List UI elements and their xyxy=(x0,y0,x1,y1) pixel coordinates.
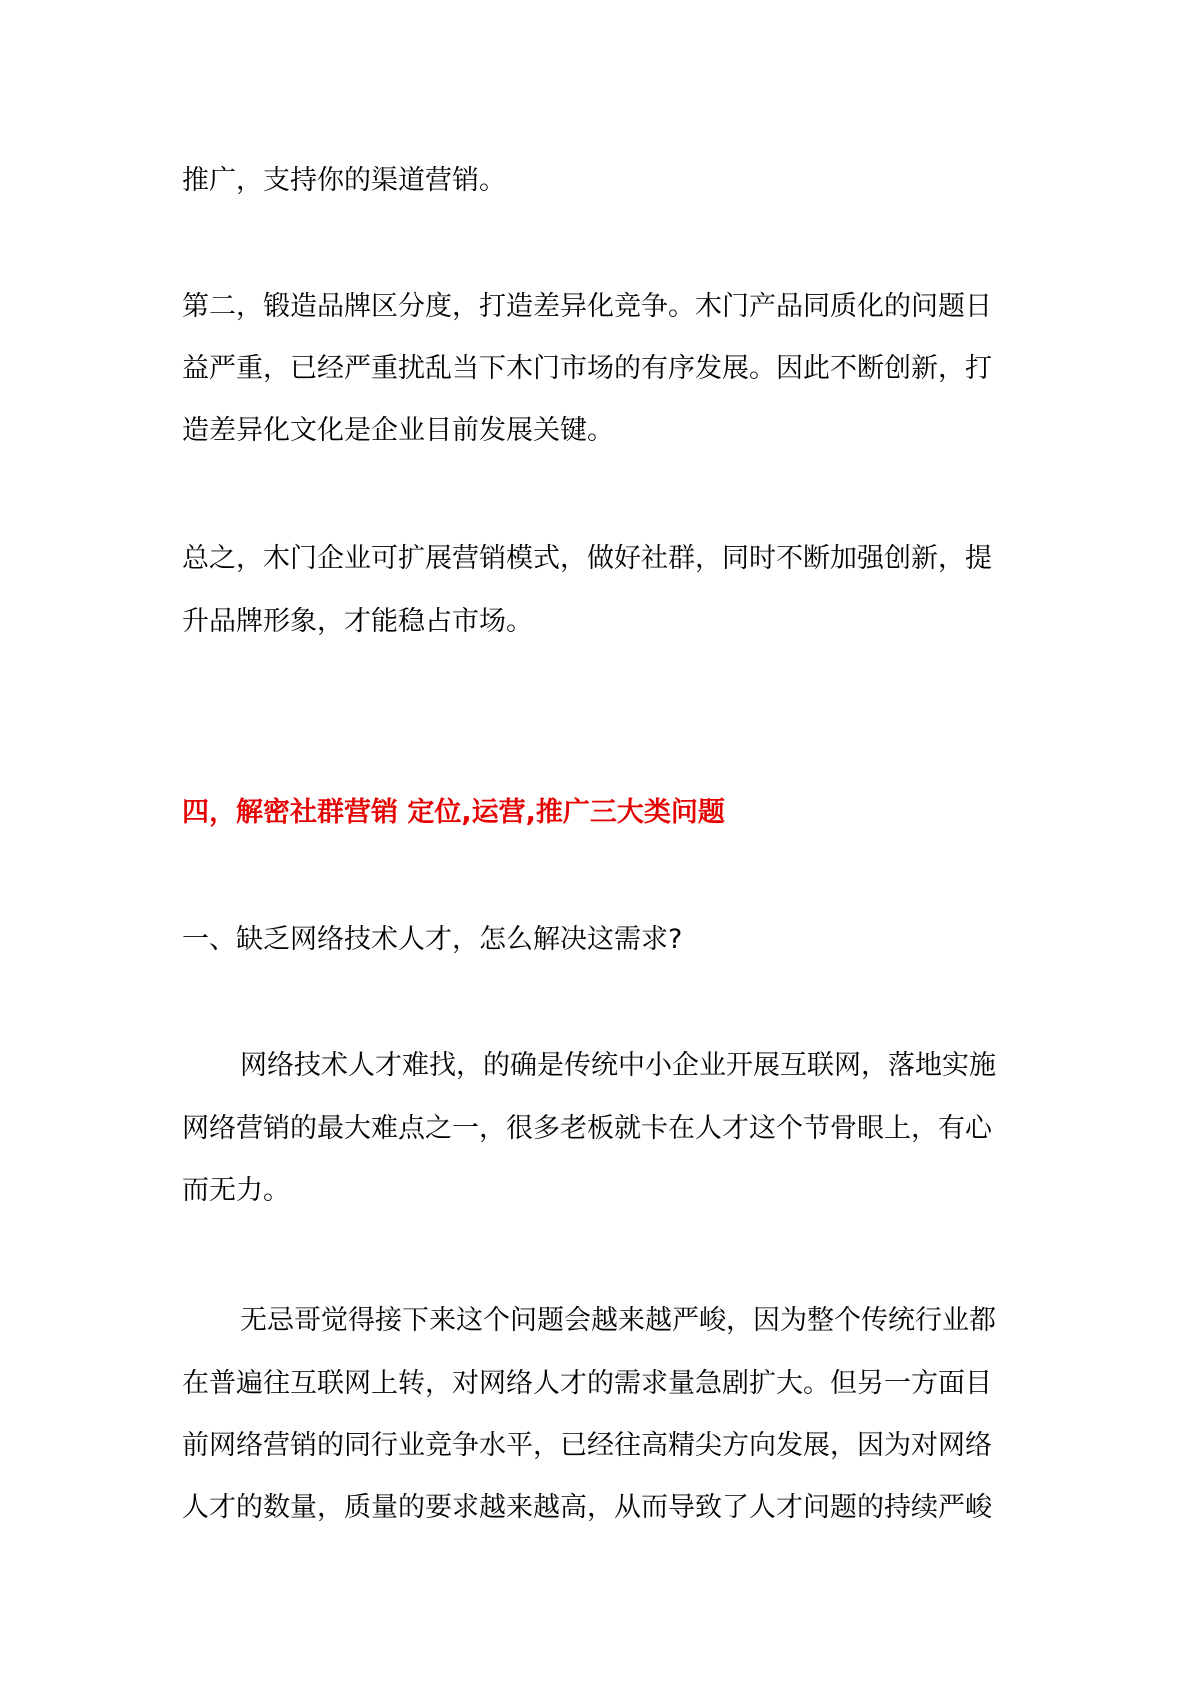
section-heading: 四，解密社群营销 定位,运营,推广三大类问题 xyxy=(182,797,725,828)
paragraph-line: 在普遍往互联网上转，对网络人才的需求量急剧扩大。但另一方面目 xyxy=(182,1368,992,1399)
paragraph-line: 第二，锻造品牌区分度，打造差异化竞争。木门产品同质化的问题日 xyxy=(182,291,992,322)
paragraph-line: 总之，木门企业可扩展营销模式，做好社群，同时不断加强创新，提 xyxy=(182,543,992,574)
paragraph-line: 网络营销的最大难点之一，很多老板就卡在人才这个节骨眼上，有心 xyxy=(182,1113,992,1144)
sub-question: 一、缺乏网络技术人才，怎么解决这需求? xyxy=(182,924,683,955)
paragraph-line: 网络技术人才难找，的确是传统中小企业开展互联网，落地实施 xyxy=(240,1050,996,1081)
paragraph-line: 造差异化文化是企业目前发展关键。 xyxy=(182,415,614,446)
paragraph-line: 升品牌形象，才能稳占市场。 xyxy=(182,606,533,637)
paragraph-line: 益严重，已经严重扰乱当下木门市场的有序发展。因此不断创新，打 xyxy=(182,353,992,384)
paragraph-line: 推广，支持你的渠道营销。 xyxy=(182,165,506,196)
paragraph-line: 而无力。 xyxy=(182,1175,290,1206)
paragraph-line: 无忌哥觉得接下来这个问题会越来越严峻，因为整个传统行业都 xyxy=(240,1305,996,1336)
paragraph-line: 人才的数量，质量的要求越来越高，从而导致了人才问题的持续严峻 xyxy=(182,1492,992,1523)
paragraph-line: 前网络营销的同行业竞争水平，已经往高精尖方向发展，因为对网络 xyxy=(182,1430,992,1461)
